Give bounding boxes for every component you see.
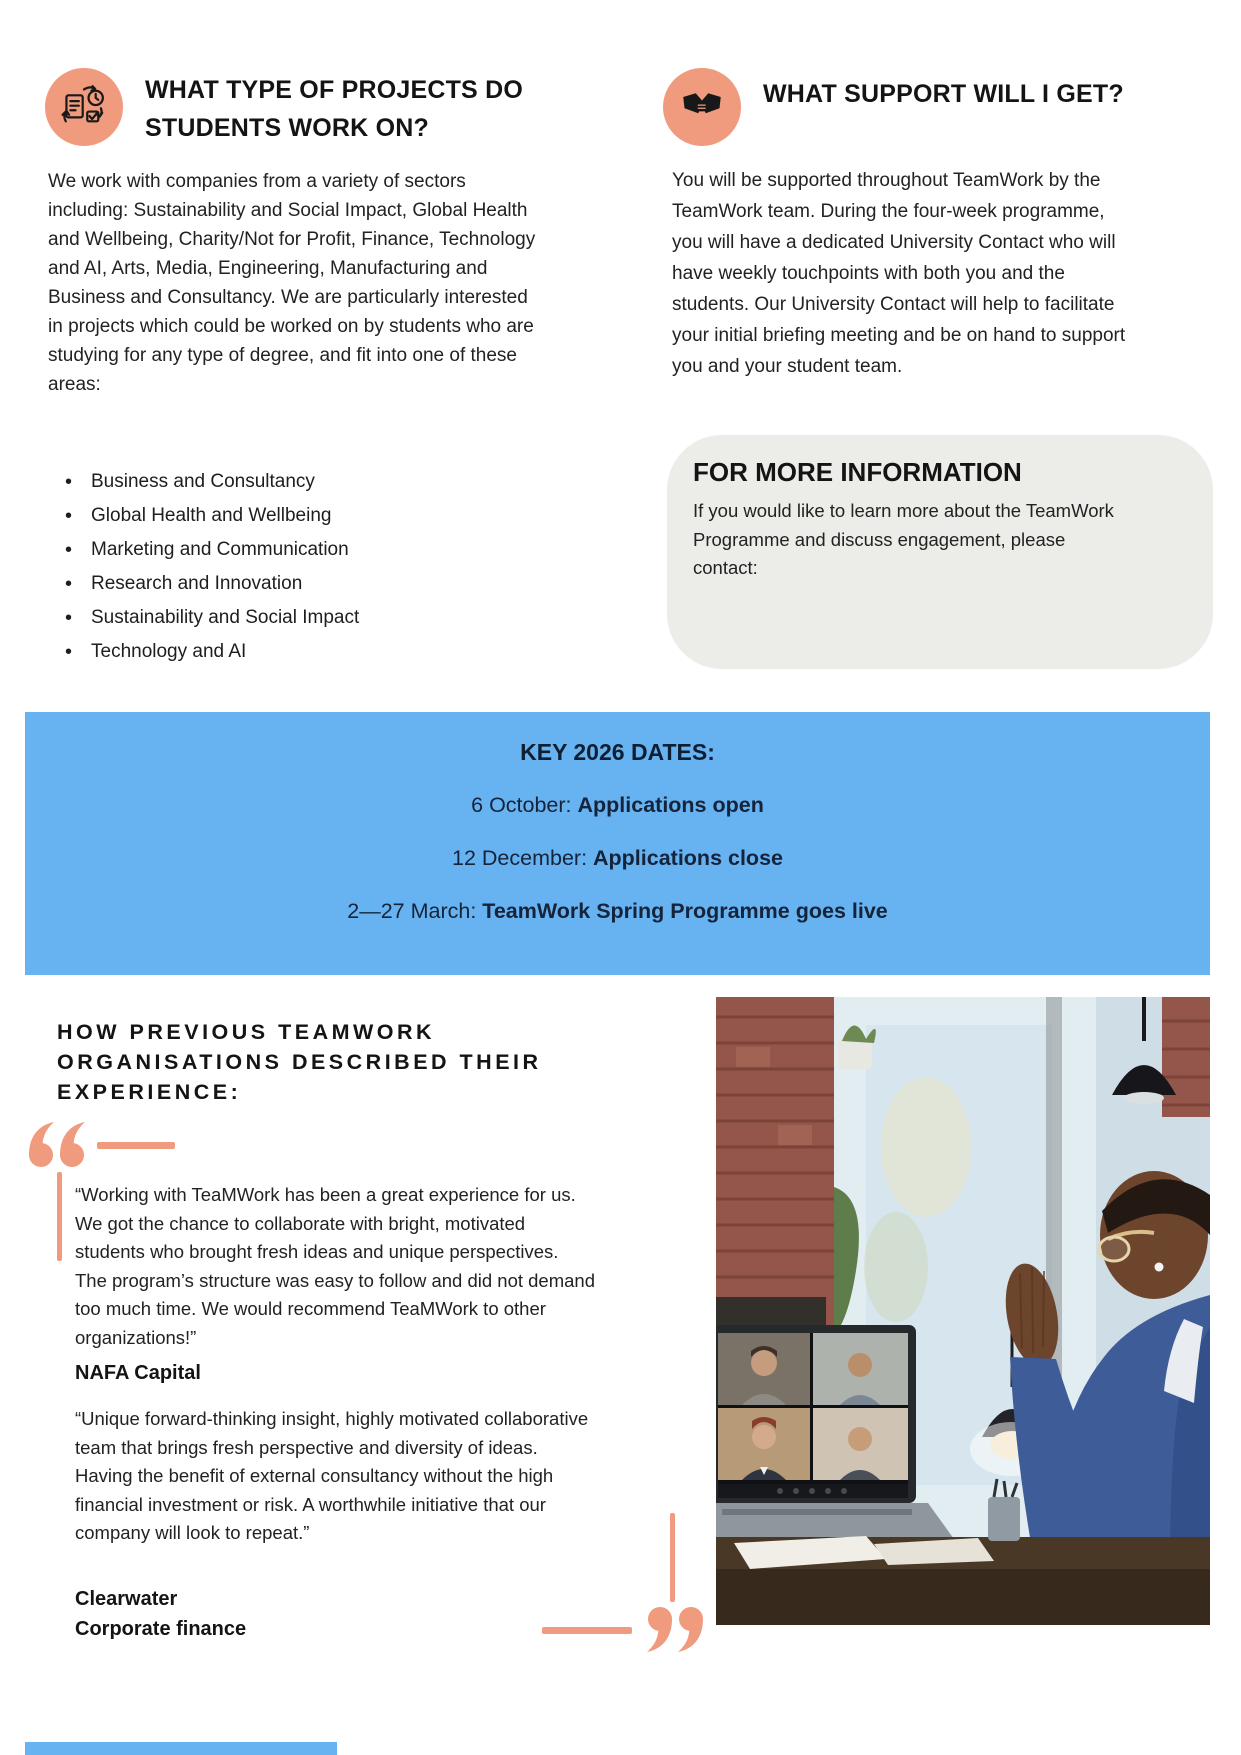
more-information-box (667, 435, 1213, 669)
attribution-company: Clearwater (75, 1588, 178, 1610)
support-paragraph: You will be supported throughout TeamWork by the TeamWork team. During the four-week programme, you will have a dedicated University Contact who will have weekly touchpoints with both you and the students. Our University Contact will help to facilitate your initial briefing meeting and be on hand to support you and your student team. (672, 170, 1126, 377)
info-box-heading: FOR MORE INFORMATION (693, 457, 1022, 487)
quote-accent-bar (670, 1513, 675, 1602)
quote-accent-bar (57, 1172, 62, 1261)
date-highlight: TeamWork Spring Programme goes live (482, 899, 888, 923)
project-cycle-icon (45, 68, 123, 146)
list-item: • Global Health and Wellbeing (62, 499, 542, 533)
close-quote-icon (640, 1604, 704, 1657)
project-areas-list (62, 465, 542, 669)
quote-text: “Working with TeaMWork has been a great experience for us. We got the chance to collaborate with bright, motivated students who brought fresh ideas and unique perspectives. The program’s structure was easy to follow and did not demand too much time. We would recommend TeaMWork to other organizations!” (75, 1184, 595, 1348)
video-call-photo-art (716, 997, 1210, 1625)
list-item: • Research and Innovation (62, 567, 542, 601)
key-dates-banner (25, 712, 1210, 975)
list-item: • Technology and AI (62, 635, 542, 669)
date-prefix: 2—27 March: (347, 899, 483, 923)
quote-text: “Unique forward-thinking insight, highly motivated collaborative team that brings fresh perspective and diversity of ideas. Having the benefit of external consultancy without the high financial investment or risk. A worthwhile initiative that our company will look to repeat.” (75, 1408, 589, 1543)
key-date-line (25, 790, 1210, 820)
divider-line (542, 1627, 632, 1634)
handshake-icon (663, 68, 741, 146)
date-highlight: Applications open (577, 793, 764, 817)
list-item: • Marketing and Communication (62, 533, 542, 567)
key-date-line (25, 843, 1210, 873)
testimonials-heading: HOW PREVIOUS TEAMWORK ORGANISATIONS DESCRIBED THEIR EXPERIENCE: (57, 1020, 542, 1104)
support-section-heading: WHAT SUPPORT WILL I GET? (763, 80, 1124, 108)
divider-line (97, 1142, 175, 1149)
info-box-body: If you would like to learn more about the TeamWork Programme and discuss engagement, please contact: (693, 500, 1114, 578)
footer-accent-bar (25, 1742, 337, 1755)
quote-attribution: NAFA Capital (75, 1362, 201, 1384)
projects-intro-paragraph: We work with companies from a variety of sectors including: Sustainability and Social Impact, Global Health and Wellbeing, Charity/Not for Profit, Finance, Technology and AI, Arts, Media, Engineering, Manufacturing and Business and Consultancy. We are particularly interested in projects which could be worked on by students who are studying for any type of degree, and fit into one of these areas: (48, 171, 536, 395)
video-call-photo (716, 997, 1210, 1625)
date-prefix: 6 October: (471, 793, 578, 817)
list-item: • Business and Consultancy (62, 465, 542, 499)
projects-section-heading: WHAT TYPE OF PROJECTS DO STUDENTS WORK ON? (145, 76, 523, 142)
date-prefix: 12 December: (452, 846, 594, 870)
open-quote-icon (28, 1122, 92, 1175)
date-highlight: Applications close (593, 846, 783, 870)
quote-attribution (75, 1584, 246, 1644)
list-item: • Sustainability and Social Impact (62, 601, 542, 635)
attribution-detail: Corporate finance (75, 1618, 247, 1640)
key-date-line (25, 896, 1210, 926)
key-dates-heading: KEY 2026 DATES: (520, 739, 715, 765)
